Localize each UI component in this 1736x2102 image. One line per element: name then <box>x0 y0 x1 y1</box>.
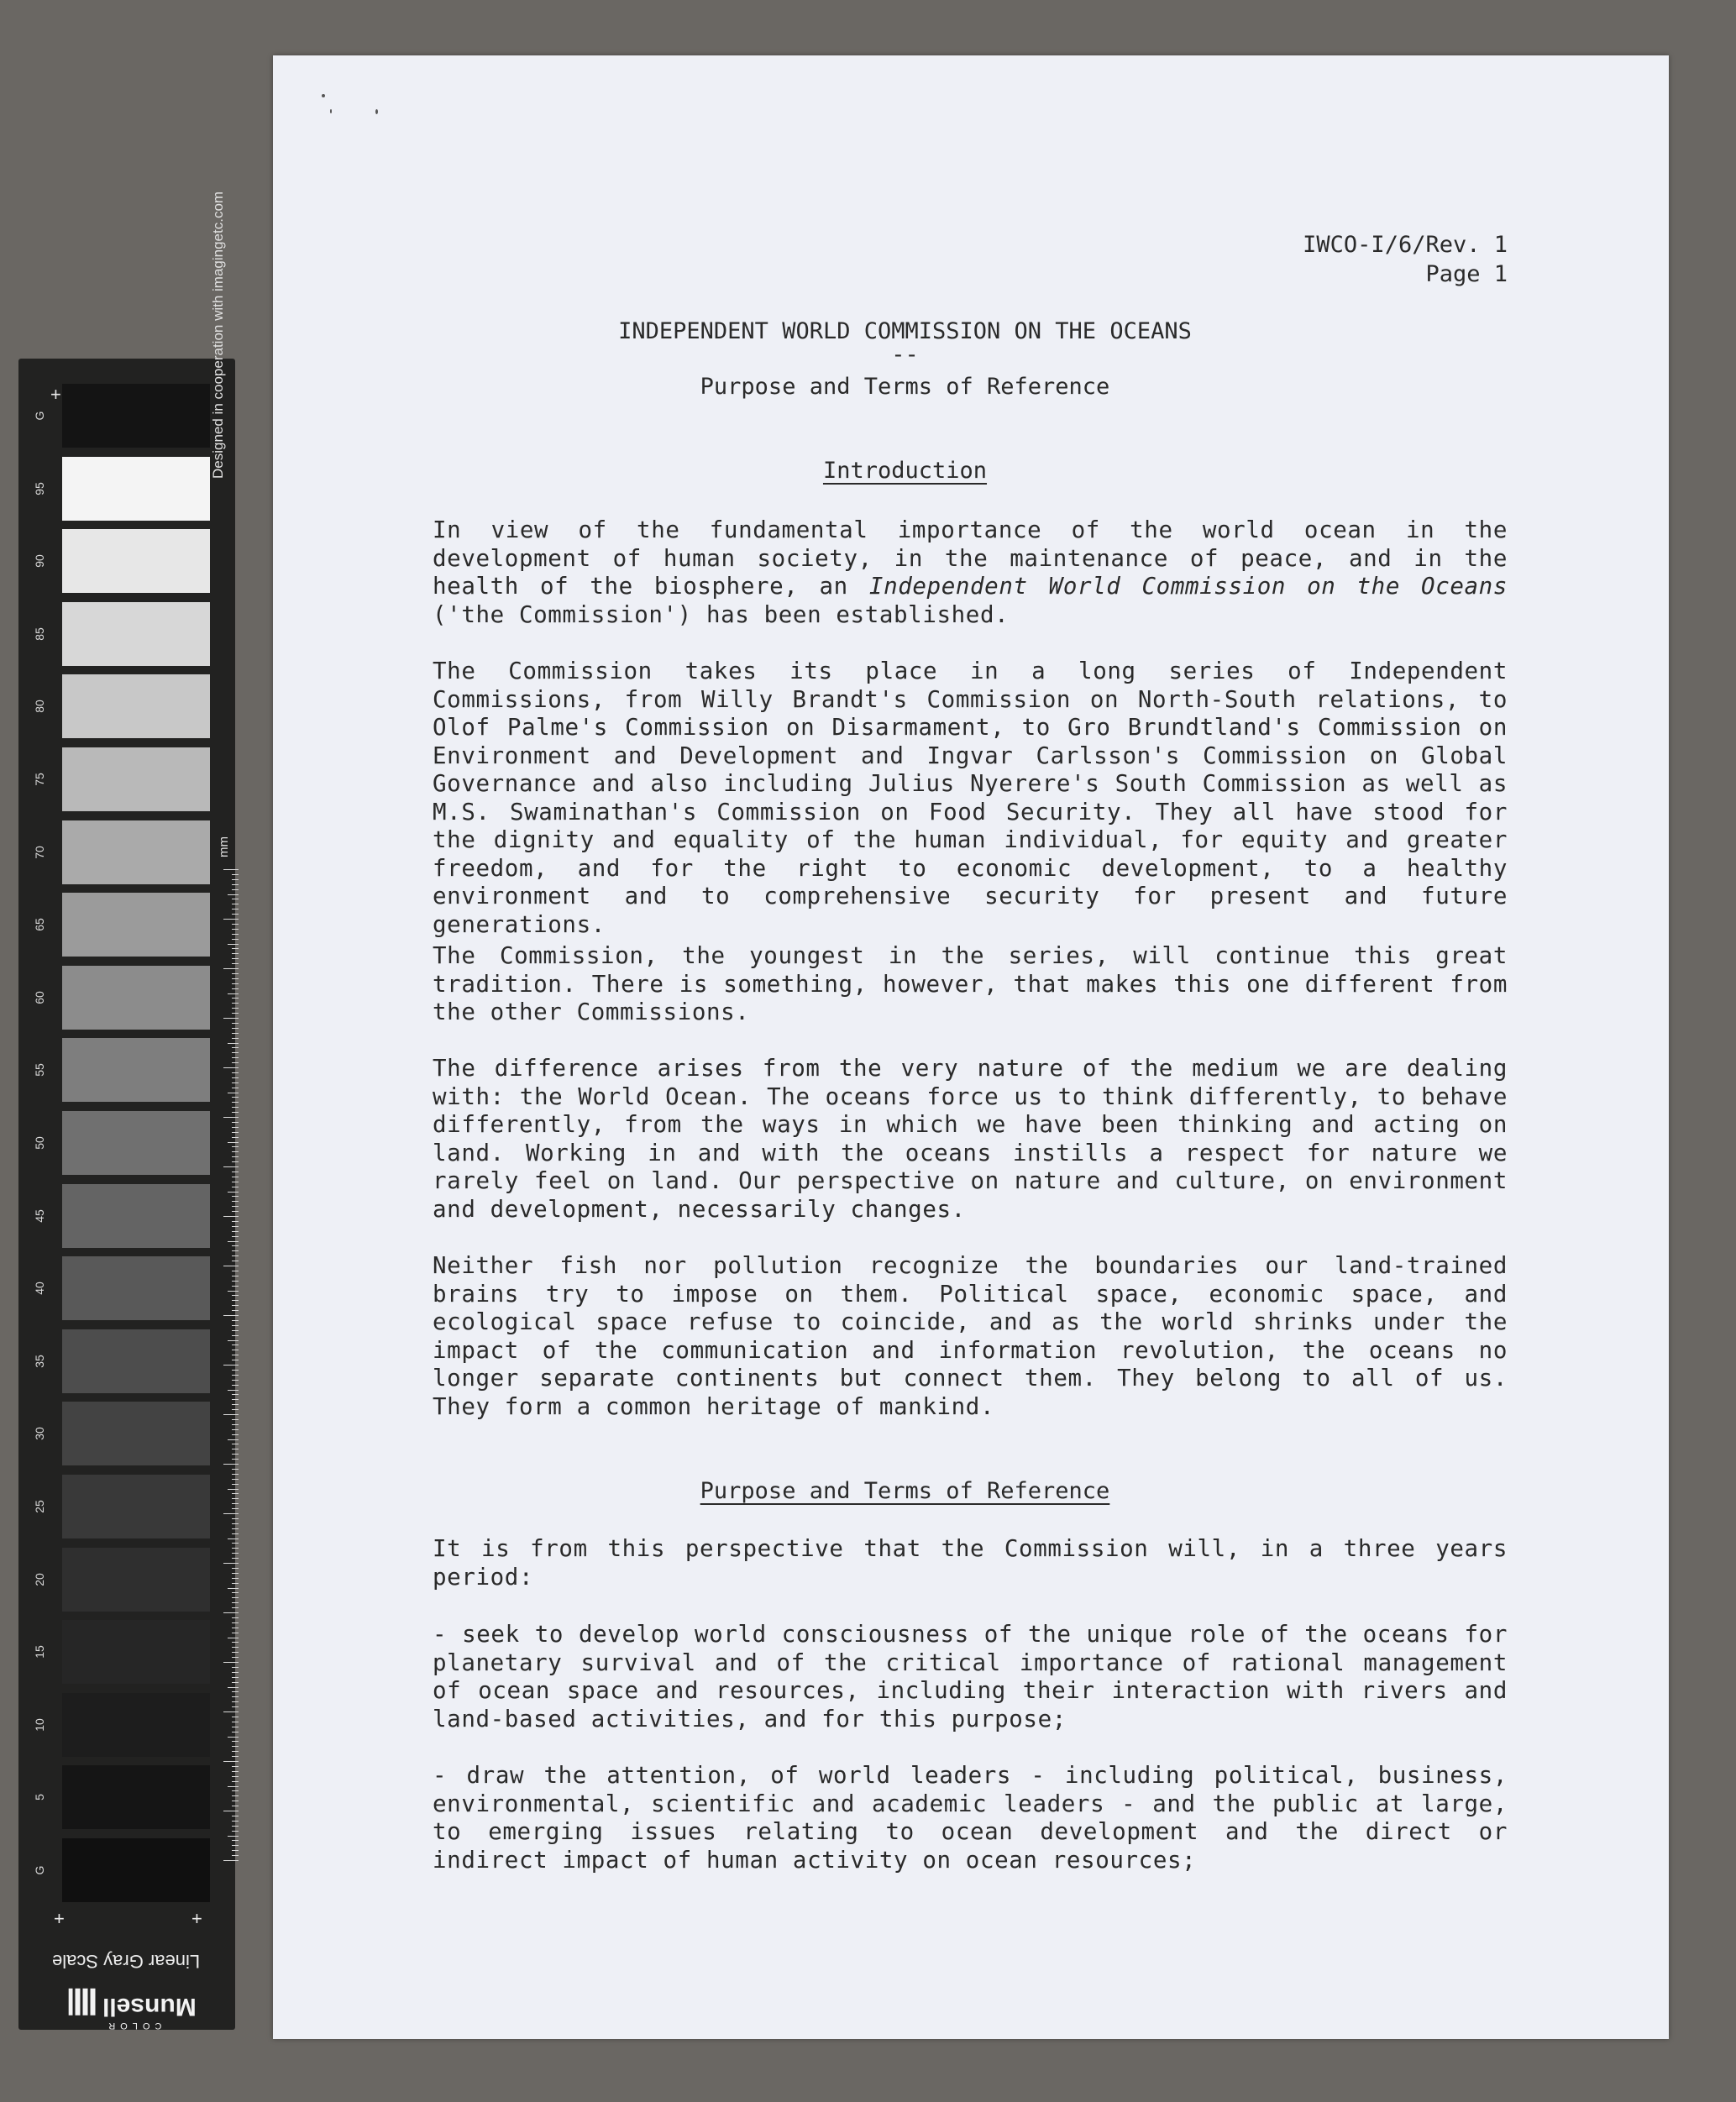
ruler-tick <box>232 1790 239 1791</box>
speck <box>322 94 325 97</box>
ruler-tick <box>223 869 239 870</box>
patch-label: 85 <box>33 627 46 641</box>
munsell-grid-icon <box>69 1989 96 2016</box>
ruler-tick <box>232 1771 239 1772</box>
ruler-tick <box>232 914 239 915</box>
gray-patch <box>62 1475 210 1538</box>
ruler-tick <box>228 1142 239 1143</box>
ruler-tick <box>232 1607 239 1608</box>
ruler-tick <box>232 1404 239 1405</box>
ruler-tick <box>232 1226 239 1227</box>
ruler-tick <box>228 1737 239 1738</box>
page-number: Page 1 <box>1425 261 1508 287</box>
ruler-tick <box>228 1687 239 1688</box>
ruler-tick <box>232 879 239 880</box>
ruler-tick <box>232 1132 239 1133</box>
ruler-tick <box>228 894 239 895</box>
ruler-tick <box>232 1281 239 1282</box>
ruler-tick <box>232 1335 239 1336</box>
ruler-tick <box>232 1429 239 1430</box>
ruler-tick <box>223 1365 239 1366</box>
ruler-tick <box>232 1602 239 1603</box>
ruler-tick <box>223 1662 239 1663</box>
ruler-tick <box>232 958 239 959</box>
ruler-tick <box>223 1464 239 1465</box>
ruler-tick <box>223 1711 239 1712</box>
ruler-tick <box>232 1553 239 1554</box>
patch-label: 45 <box>33 1208 46 1223</box>
ruler-tick <box>232 1434 239 1435</box>
logo-name: Munsell <box>102 1992 197 2021</box>
ruler-tick <box>232 1211 239 1212</box>
ruler-tick <box>232 1221 239 1222</box>
gray-patch <box>62 1184 210 1248</box>
ruler-tick <box>232 983 239 984</box>
ruler-tick <box>228 1836 239 1837</box>
patch-label: 50 <box>33 1136 46 1150</box>
ruler-tick <box>232 1052 239 1053</box>
scale-name: Linear Gray Scale <box>52 1951 201 1972</box>
ruler-tick <box>232 1023 239 1024</box>
ruler-tick <box>223 1315 239 1316</box>
ruler-tick <box>232 1741 239 1742</box>
gray-patch <box>62 1256 210 1320</box>
ruler-tick <box>228 993 239 994</box>
ruler-tick <box>232 1013 239 1014</box>
ruler-tick <box>232 1305 239 1306</box>
ruler-tick <box>232 1652 239 1653</box>
ruler-tick <box>232 1484 239 1485</box>
ruler-tick <box>232 1459 239 1460</box>
ruler-tick <box>232 1231 239 1232</box>
ruler-tick <box>232 1781 239 1782</box>
paragraph-5: Neither fish nor pollution recognize the boundaries our land-trained brains try to impose on them. Political space, economic space, and ecological space refuse to coincide, and as the world shrinks under the impact of the communication and information revolution, the oceans no longer separate continents but connect them. They belong to all of us. They form a common heritage of mankind. <box>433 1252 1508 1420</box>
ruler-tick <box>232 1751 239 1752</box>
ruler-tick <box>228 1489 239 1490</box>
commission-name-italic: Independent World Commission on the Oceans <box>868 573 1508 600</box>
title-separator: -- <box>891 342 919 368</box>
patch-label: 95 <box>33 481 46 495</box>
ruler-tick <box>232 998 239 999</box>
ruler-tick <box>232 1419 239 1420</box>
ruler-tick <box>232 1201 239 1202</box>
ruler-tick <box>228 1291 239 1292</box>
doc-subtitle: Purpose and Terms of Reference <box>700 374 1110 400</box>
logo-color-text: COLOR <box>103 2020 162 2031</box>
ruler-tick <box>228 1786 239 1787</box>
doc-id: IWCO-I/6/Rev. 1 <box>1303 232 1508 258</box>
plus-mark-icon: + <box>191 1908 202 1929</box>
ruler-tick <box>228 1192 239 1193</box>
ruler-tick <box>232 1151 239 1152</box>
gray-patch <box>62 602 210 666</box>
ruler-tick <box>232 1696 239 1697</box>
ruler-tick <box>223 1018 239 1019</box>
ruler-tick <box>232 1479 239 1480</box>
ruler-tick <box>232 1493 239 1494</box>
ruler-tick <box>228 944 239 945</box>
ruler-tick <box>232 1385 239 1386</box>
ruler-tick <box>232 1701 239 1702</box>
patch-label: 75 <box>33 773 46 786</box>
patch-label: 5 <box>33 1794 46 1801</box>
ruler-tick <box>223 1513 239 1514</box>
ruler-tick <box>232 1503 239 1504</box>
ruler-tick <box>232 929 239 930</box>
ruler-tick <box>232 1578 239 1579</box>
ruler-tick <box>232 1647 239 1648</box>
patch-label: 25 <box>33 1500 46 1513</box>
ruler-tick <box>232 1161 239 1162</box>
patch-label: 80 <box>33 700 46 714</box>
ruler-tick <box>232 1548 239 1549</box>
ruler-tick <box>232 1146 239 1147</box>
ruler-tick <box>232 1399 239 1400</box>
ruler-tick <box>232 1206 239 1207</box>
ruler-tick <box>232 1300 239 1301</box>
gray-patch <box>62 1838 210 1902</box>
ruler-tick <box>232 1072 239 1073</box>
ruler-tick <box>223 919 239 920</box>
ruler-tick <box>228 1043 239 1044</box>
gray-patch <box>62 1548 210 1612</box>
ruler-tick <box>232 1082 239 1083</box>
ruler-tick <box>228 1390 239 1391</box>
gray-patch <box>62 893 210 957</box>
ruler-tick <box>232 1826 239 1827</box>
ruler-tick <box>232 874 239 875</box>
patch-label: 60 <box>33 991 46 1004</box>
ruler-tick <box>232 948 239 949</box>
ruler-tick <box>232 1691 239 1692</box>
speck <box>375 109 378 114</box>
ruler-tick <box>232 1840 239 1841</box>
section-heading-introduction: Introduction <box>822 458 988 484</box>
ruler-tick <box>232 953 239 954</box>
ruler-tick <box>232 973 239 974</box>
ruler-tick <box>232 1831 239 1832</box>
patch-label: 15 <box>33 1645 46 1659</box>
ruler-tick <box>232 1706 239 1707</box>
gray-patch <box>62 457 210 521</box>
section-heading-purpose: Purpose and Terms of Reference <box>700 1478 1110 1504</box>
patch-label: 10 <box>33 1718 46 1732</box>
ruler-tick <box>232 1746 239 1747</box>
ruler-tick <box>232 1677 239 1678</box>
ruler-tick <box>232 1409 239 1410</box>
ruler-tick <box>232 884 239 885</box>
ruler-tick <box>232 1028 239 1029</box>
gray-patch <box>62 1693 210 1757</box>
gray-patch <box>62 1765 210 1829</box>
paragraph-3: The Commission, the youngest in the series, will continue this great tradition. There is something, however, that makes this one different from the other Commissions. <box>433 942 1508 1025</box>
gray-patch <box>62 966 210 1030</box>
patch-label: 65 <box>33 918 46 931</box>
ruler-tick <box>232 1196 239 1197</box>
ruler-tick <box>232 1003 239 1004</box>
ruler-tick <box>232 1394 239 1395</box>
ruler-tick <box>232 1062 239 1063</box>
ruler-tick <box>232 1523 239 1524</box>
list-item-1: - seek to develop world consciousness of the unique role of the oceans for planetary survival and of the critical importance of rational management of ocean space and resources, including their interaction with rivers and land-based activities, and for this purpose; <box>433 1621 1508 1732</box>
document-page <box>273 55 1669 2039</box>
mm-ruler <box>220 869 239 1864</box>
ruler-tick <box>223 1414 239 1415</box>
ruler-tick <box>228 1241 239 1242</box>
doc-title: INDEPENDENT WORLD COMMISSION ON THE OCEANS <box>618 318 1192 344</box>
gray-scale-strip <box>18 359 235 2030</box>
ruler-tick <box>232 1682 239 1683</box>
ruler-tick <box>223 1761 239 1762</box>
ruler-tick <box>228 1538 239 1539</box>
ruler-tick <box>232 1236 239 1237</box>
ruler-tick <box>228 1439 239 1440</box>
ruler-tick <box>232 1156 239 1157</box>
patch-label: 40 <box>33 1282 46 1295</box>
gray-patch <box>62 1620 210 1684</box>
ruler-tick <box>232 1008 239 1009</box>
patch-label: 35 <box>33 1355 46 1368</box>
ruler-tick <box>232 1127 239 1128</box>
gray-patch <box>62 384 210 448</box>
ruler-tick <box>232 1469 239 1470</box>
ruler-tick <box>232 1370 239 1371</box>
ruler-tick <box>223 1166 239 1167</box>
designed-credit: Designed in cooperation with imagingetc.com <box>210 191 226 479</box>
plus-mark-icon: + <box>54 1908 65 1929</box>
ruler-tick <box>232 963 239 964</box>
ruler-tick <box>232 1077 239 1078</box>
ruler-tick <box>232 1107 239 1108</box>
ruler-tick <box>223 1563 239 1564</box>
patch-label: 30 <box>33 1427 46 1441</box>
ruler-tick <box>232 1250 239 1251</box>
ruler-tick <box>232 1320 239 1321</box>
ruler-tick <box>232 1057 239 1058</box>
ruler-tick <box>232 1380 239 1381</box>
paragraph-1: In view of the fundamental importance of the world ocean in the development of human society, in the maintenance of peace, and in the health of the biosphere, an Independent World Commission on the Oceans ('the Commission') has been established. <box>433 516 1508 628</box>
gray-patch <box>62 1329 210 1393</box>
patch-label: 70 <box>33 845 46 859</box>
ruler-tick <box>232 1592 239 1593</box>
ruler-tick <box>232 1245 239 1246</box>
patch-label: G <box>33 411 46 421</box>
ruler-tick <box>232 1424 239 1425</box>
ruler-tick <box>232 1454 239 1455</box>
doc-reference <box>1303 230 1508 289</box>
ruler-tick <box>232 1112 239 1113</box>
patch-label: 90 <box>33 554 46 568</box>
ruler-tick <box>232 1474 239 1475</box>
ruler-tick <box>232 1855 239 1856</box>
munsell-logo <box>69 1989 197 2031</box>
mm-label: mm <box>217 836 231 857</box>
ruler-tick <box>223 1860 239 1861</box>
ruler-tick <box>232 1617 239 1618</box>
ruler-tick <box>232 1047 239 1048</box>
list-item-2: - draw the attention, of world leaders - including political, business, environmental, scientific and academic leaders - and the public at large, to emerging issues relating to ocean development and the direct or indirect impact of human activity on ocean resources; <box>433 1762 1508 1874</box>
ruler-tick <box>223 1067 239 1068</box>
ruler-tick <box>232 1845 239 1846</box>
ruler-tick <box>232 1528 239 1529</box>
ruler-tick <box>232 1325 239 1326</box>
patch-label: G <box>33 1865 46 1875</box>
paragraph-2: The Commission takes its place in a long series of Independent Commissions, from Willy Brandt's Commission on North-South relations, to Olof Palme's Commission on Disarmament, to Gro Brundtland's Commission on Environment and Development and Ingvar Carlsson's Commission on Global Governance and also including Julius Nyerere's South Commission as well as M.S. Swaminathan's Commission on Food Security. They all have stood for the dignity and equality of the human individual, for equity and greater freedom, and for the right to economic development, to a healthy environment and to comprehensive security for present and future generations. <box>433 658 1508 938</box>
ruler-tick <box>232 1597 239 1598</box>
gray-patch <box>62 1402 210 1465</box>
ruler-tick <box>232 924 239 925</box>
paragraph-6: It is from this perspective that the Commission will, in a three years period: <box>433 1535 1508 1591</box>
ruler-tick <box>232 1295 239 1296</box>
plus-mark-icon: + <box>50 384 61 405</box>
ruler-tick <box>232 1657 239 1658</box>
ruler-tick <box>232 1137 239 1138</box>
ruler-tick <box>232 1498 239 1499</box>
gray-patch <box>62 1111 210 1175</box>
ruler-tick <box>232 1122 239 1123</box>
ruler-tick <box>232 1255 239 1256</box>
ruler-tick <box>228 1340 239 1341</box>
ruler-tick <box>223 1216 239 1217</box>
ruler-tick <box>232 1286 239 1287</box>
ruler-tick <box>232 988 239 989</box>
ruler-tick <box>223 1612 239 1613</box>
ruler-tick <box>232 1850 239 1851</box>
ruler-tick <box>232 934 239 935</box>
patch-label: 55 <box>33 1063 46 1077</box>
ruler-tick <box>223 1117 239 1118</box>
ruler-tick <box>232 939 239 940</box>
ruler-tick <box>232 1558 239 1559</box>
ruler-tick <box>232 1097 239 1098</box>
ruler-tick <box>232 1568 239 1569</box>
gray-patch <box>62 820 210 884</box>
ruler-tick <box>232 889 239 890</box>
ruler-tick <box>232 1330 239 1331</box>
ruler-tick <box>232 1821 239 1822</box>
ruler-tick <box>232 1672 239 1673</box>
ruler-tick <box>232 1038 239 1039</box>
patch-label: 20 <box>33 1572 46 1586</box>
ruler-tick <box>232 1776 239 1777</box>
ruler-tick <box>232 1573 239 1574</box>
ruler-tick <box>232 1795 239 1796</box>
ruler-tick <box>232 1622 239 1623</box>
ruler-tick <box>232 1756 239 1757</box>
ruler-tick <box>232 1543 239 1544</box>
gray-patch <box>62 1038 210 1102</box>
ruler-tick <box>232 1766 239 1767</box>
gray-patch <box>62 747 210 811</box>
gray-patch <box>62 674 210 738</box>
ruler-tick <box>232 1642 239 1643</box>
speck <box>330 109 332 113</box>
gray-patch <box>62 529 210 593</box>
ruler-tick <box>232 1102 239 1103</box>
ruler-tick <box>232 1667 239 1668</box>
ruler-tick <box>232 1583 239 1584</box>
ruler-tick <box>223 968 239 969</box>
paragraph-4: The difference arises from the very nature of the medium we are dealing with: the World Ocean. The oceans force us to think differently, to behave differently, from the ways in which we have been thinking and acting on land. Working in and with the oceans instills a respect for nature we rarely feel on land. Our perspective on nature and culture, on environment and development, necessarily changes. <box>433 1055 1508 1223</box>
ruler-tick <box>232 1533 239 1534</box>
ruler-tick <box>232 1375 239 1376</box>
ruler-tick <box>232 1508 239 1509</box>
ruler-tick <box>232 1033 239 1034</box>
ruler-tick <box>228 1588 239 1589</box>
ruler-tick <box>232 1518 239 1519</box>
ruler-tick <box>232 1310 239 1311</box>
ruler-tick <box>232 978 239 979</box>
